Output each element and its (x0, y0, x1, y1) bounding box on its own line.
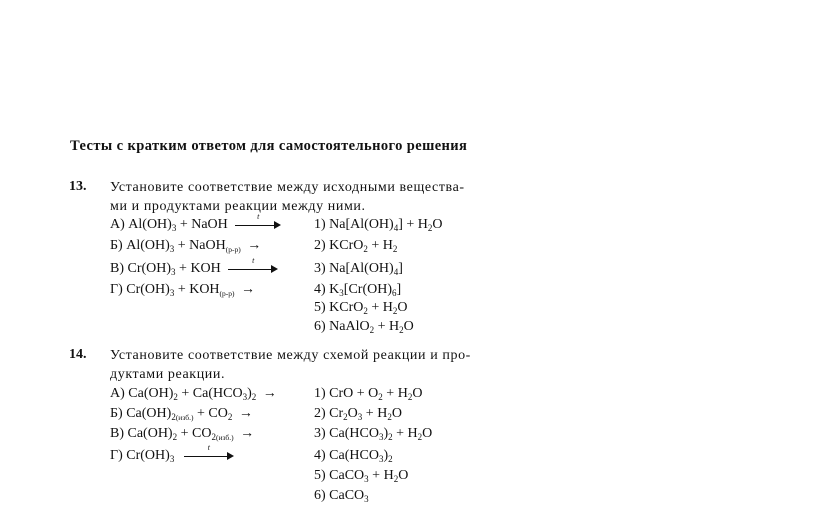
q14-product-6: 6) CaCO$_3$ (314, 488, 369, 504)
q13-product-6: 6) NaAlO$_2$ + $H_2O$ (314, 319, 414, 335)
arrow-icon: → (241, 282, 256, 297)
heat-arrow-icon: t (235, 220, 281, 230)
question-14-stem-line2: дуктами реакции. (110, 367, 226, 382)
q13-label-c: В) (110, 261, 124, 276)
arrow-icon: → (247, 238, 262, 253)
q13-product-1: 1) $Na[Al(OH)_4] + H_2O$ (314, 217, 443, 233)
q14-label-d: Г) (110, 448, 123, 463)
q13-label-d: Г) (110, 282, 123, 297)
section-heading: Тесты с кратким ответом для самостоятельного решения (70, 138, 468, 154)
arrow-icon: → (238, 406, 253, 421)
q13-product-2: 2) KCrO$_2$ + $H_2$ (314, 238, 398, 254)
q14-label-b: Б) (110, 406, 123, 421)
q14-option-c: В) $Ca(OH)_2 + CO_{2(изб.)}$ → (110, 426, 255, 442)
q13-product-5: 5) KCrO$_2$ + $H_2O$ (314, 300, 408, 316)
q14-product-4: 4) $Ca(HCO_3)_2$ (314, 448, 393, 464)
q14-option-b: Б) $Ca(OH)_{2(изб.)} + CO_2$ → (110, 406, 253, 422)
arrow-icon: → (240, 426, 255, 441)
q14-option-a: А) $Ca(OH)_2 + Ca(HCO_3)_2$ → (110, 386, 277, 402)
q14-label-c: В) (110, 426, 124, 441)
q13-option-c: В) $Cr(OH)_3$ + KOH t (110, 261, 278, 277)
q13-option-b: Б) $Al(OH)_3$ + NaOH$_{(р-р)}$ → (110, 238, 262, 254)
question-14-number: 14. (69, 347, 87, 362)
q13-label-b: Б) (110, 238, 123, 253)
question-13-number: 13. (69, 179, 87, 194)
q14-product-3: 3) $Ca(HCO_3)_2 + H_2O$ (314, 426, 433, 442)
question-13-stem-line2: ми и продуктами реакции между ними. (110, 199, 366, 214)
q13-label-a: А) (110, 217, 125, 232)
q14-product-2: 2) $Cr_2O_3 + H_2O$ (314, 406, 402, 422)
arrow-icon: → (262, 386, 277, 401)
question-14-stem-line1: Установите соответствие между схемой реакции и про- (110, 348, 471, 363)
q14-product-1: 1) CrO + $O_2 + H_2O$ (314, 386, 423, 402)
question-13-stem-line1: Установите соответствие между исходными вещества- (110, 180, 465, 195)
heat-arrow-icon: t (184, 451, 234, 461)
q14-product-5: 5) CaCO$_3$ + $H_2O$ (314, 468, 409, 484)
q14-option-d: Г) $Cr(OH)_3$ t (110, 448, 234, 464)
heat-arrow-icon: t (228, 264, 278, 274)
q13-option-d: Г) $Cr(OH)_3 + KOH_{(р-р)}$ → (110, 282, 256, 298)
question-14-stem (110, 346, 530, 384)
q13-product-4: 4) $K_3[Cr(OH)_6]$ (314, 282, 402, 298)
q14-label-a: А) (110, 386, 125, 401)
question-13-stem (110, 178, 530, 216)
q13-option-a: А) $Al(OH)_3$ + NaOH t (110, 217, 281, 233)
q13-product-3: 3) $Na[Al(OH)_4]$ (314, 261, 403, 277)
